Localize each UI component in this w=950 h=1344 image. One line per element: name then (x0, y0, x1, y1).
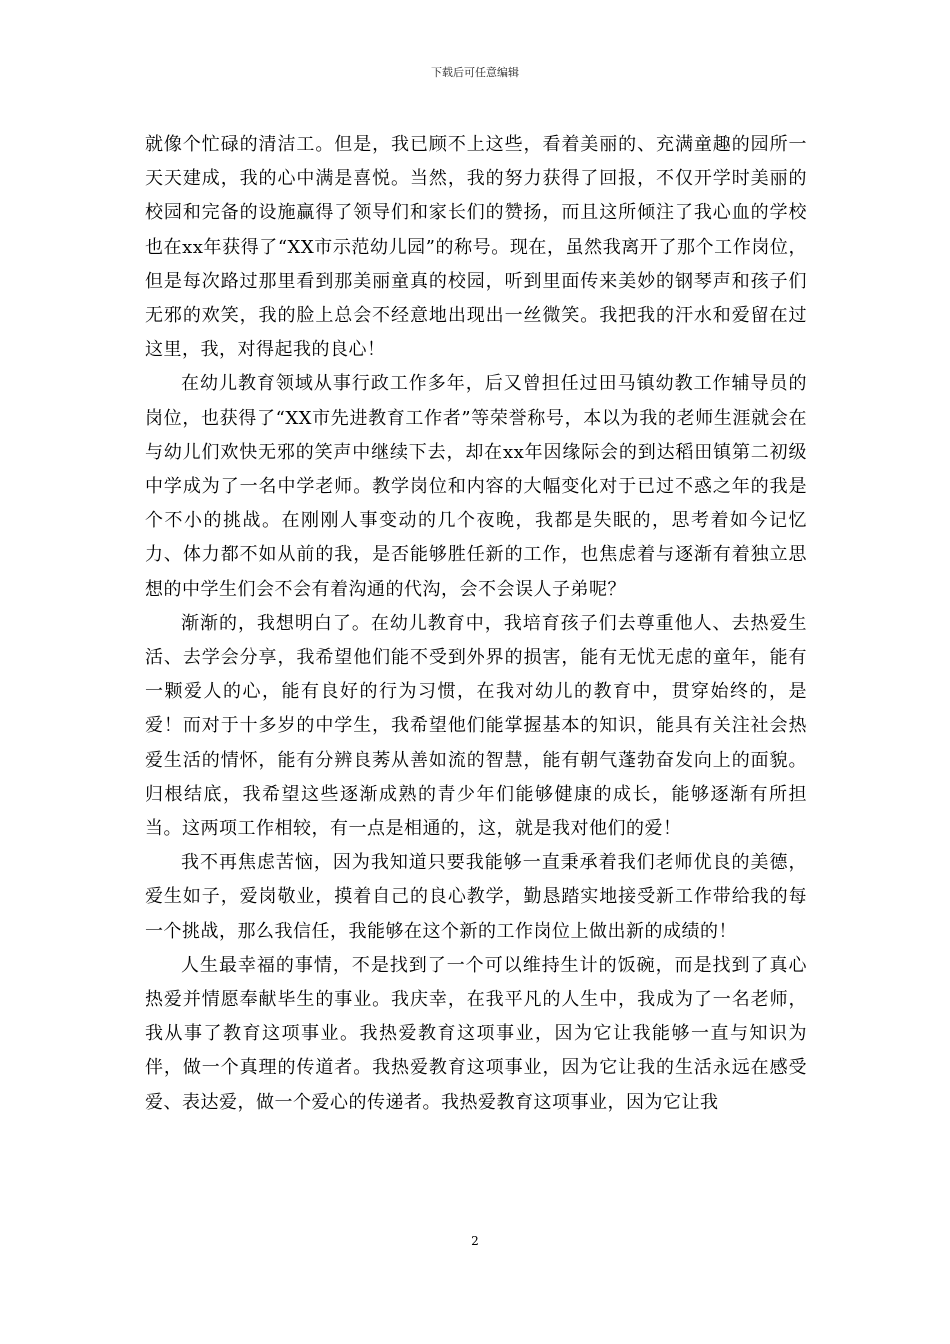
paragraph-2: 在幼儿教育领域从事行政工作多年，后又曾担任过田马镇幼教工作辅导员的岗位，也获得了“XX市先进教育工作者”等荣誉称号，本以为我的老师生涯就会在与幼儿们欢快无邪的笑声中继续下去，却在xx年因缘际会的到达稻田镇第二初级中学成为了一名中学老师。教学岗位和内容的大幅变化对于已过不惑之年的我是个不小的挑战。在刚刚人事变动的几个夜晚，我都是失眠的，思考着如今记忆力、体力都不如从前的我，是否能够胜任新的工作，也焦虑着与逐渐有着独立思想的中学生们会不会有着沟通的代沟，会不会误人子弟呢？ (145, 373, 807, 600)
paragraph-5: 人生最幸福的事情，不是找到了一个可以维持生计的饭碗，而是找到了真心热爱并情愿奉献毕生的事业。我庆幸，在我平凡的人生中，我成为了一名老师，我从事了教育这项事业。我热爱教育这项事业，因为它让我能够一直与知识为伴，做一个真理的传道者。我热爱教育这项事业，因为它让我的生活永远在感受爱、表达爱，做一个爱心的传递者。我热爱教育这项事业，因为它让我 (145, 954, 807, 1113)
document-body (145, 128, 807, 1120)
paragraph-4: 我不再焦虑苦恼，因为我知道只要我能够一直秉承着我们老师优良的美德，爱生如子，爱岗敬业，摸着自己的良心教学，勤恳踏实地接受新工作带给我的每一个挑战，那么我信任，我能够在这个新的工作岗位上做出新的成绩的！ (145, 852, 807, 942)
paragraph-1: 就像个忙碌的清洁工。但是，我已顾不上这些，看着美丽的、充满童趣的园所一天天建成，我的心中满是喜悦。当然，我的努力获得了回报，不仅开学时美丽的校园和完备的设施赢得了领导们和家长们的赞扬，而且这所倾注了我心血的学校也在xx年获得了“XX市示范幼儿园”的称号。现在，虽然我离开了那个工作岗位，但是每次路过那里看到那美丽童真的校园，听到里面传来美妙的钢琴声和孩子们无邪的欢笑，我的脸上总会不经意地出现出一丝微笑。我把我的汗水和爱留在过这里，我，对得起我的良心！ (145, 134, 807, 361)
paragraph-3: 渐渐的，我想明白了。在幼儿教育中，我培育孩子们去尊重他人、去热爱生活、去学会分享，我希望他们能不受到外界的损害，能有无忧无虑的童年，能有一颗爱人的心，能有良好的行为习惯，在我对幼儿的教育中，贯穿始终的，是爱！而对于十多岁的中学生，我希望他们能掌握基本的知识，能具有关注社会热爱生活的情怀，能有分辨良莠从善如流的智慧，能有朝气蓬勃奋发向上的面貌。归根结底，我希望这些逐渐成熟的青少年们能够健康的成长，能够逐渐有所担当。这两项工作相较，有一点是相通的，这，就是我对他们的爱！ (145, 612, 807, 840)
page-number: 2 (471, 1234, 479, 1248)
page-header: 下载后可任意编辑 (431, 66, 519, 79)
